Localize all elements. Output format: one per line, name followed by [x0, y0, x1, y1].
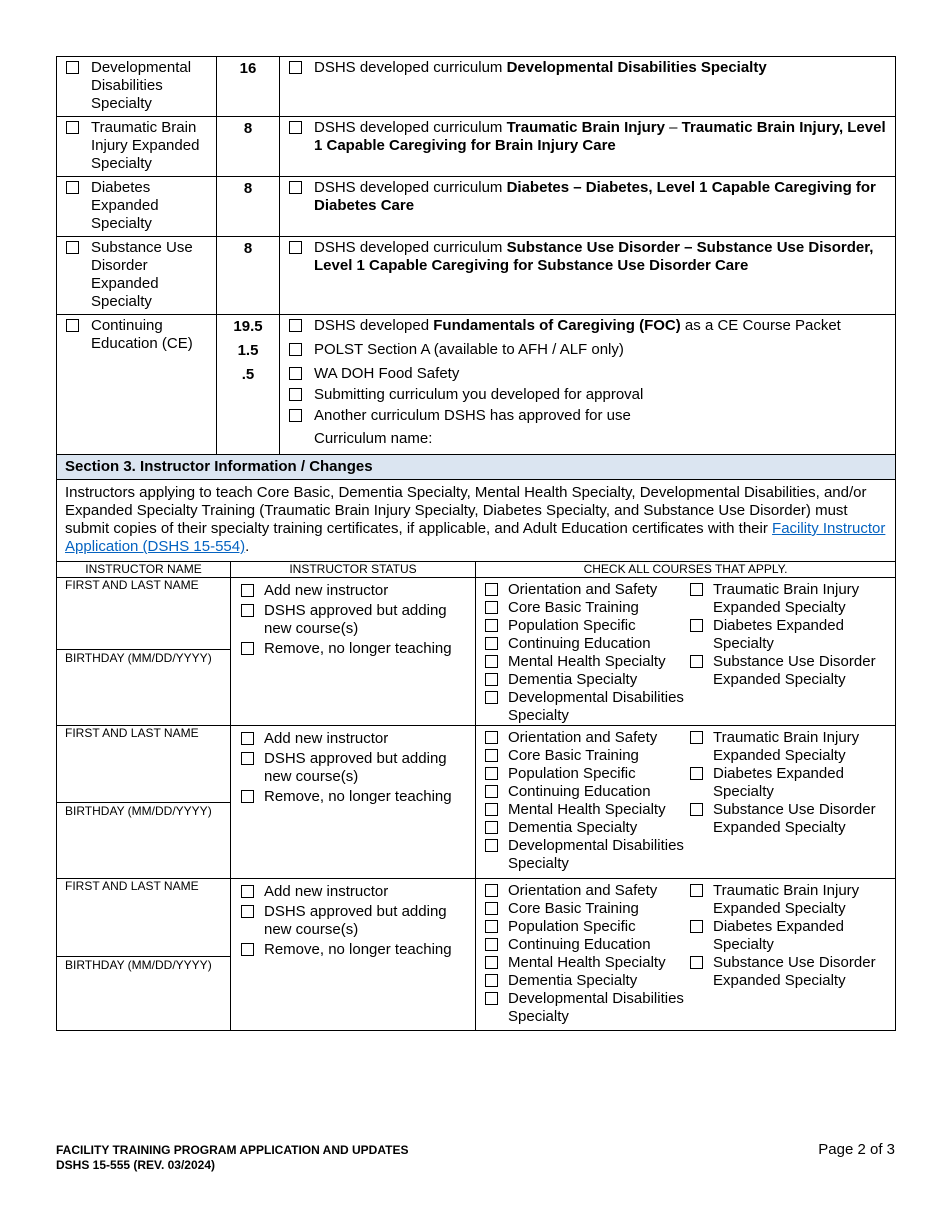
course-apply-checkbox[interactable]: [690, 619, 703, 632]
course-apply-checkbox[interactable]: [485, 731, 498, 744]
status-option: DSHS approved but adding new course(s): [264, 750, 447, 785]
course-apply-option: Dementia Specialty: [508, 972, 638, 989]
course-name-cell: [57, 177, 217, 237]
course-apply-option: Developmental Disabilities Specialty: [508, 837, 684, 872]
option-text-post: –: [664, 119, 682, 136]
instructor-name-cell: [57, 578, 231, 726]
curriculum-option: [289, 341, 887, 359]
course-apply-option: Diabetes Expanded Specialty: [713, 918, 844, 953]
instructor-name-cell: [57, 879, 231, 1031]
course-apply-checkbox[interactable]: [485, 601, 498, 614]
instructor-table: [56, 454, 896, 1031]
instructor-row: [57, 726, 896, 879]
col-header-courses: CHECK ALL COURSES THAT APPLY.: [476, 562, 896, 578]
option-bold-text: Traumatic Brain Injury: [506, 119, 665, 136]
status-checkbox[interactable]: [241, 642, 254, 655]
course-apply-option: Traumatic Brain Injury Expanded Specialty: [713, 729, 860, 764]
course-apply-option: Population Specific: [508, 918, 636, 935]
course-apply-checkbox[interactable]: [485, 691, 498, 704]
curriculum-option: [289, 386, 887, 404]
form-title: FACILITY TRAINING PROGRAM APPLICATION AND UPDATES: [56, 1143, 409, 1157]
course-checkbox[interactable]: [66, 181, 79, 194]
status-checkbox[interactable]: [241, 885, 254, 898]
status-checkbox[interactable]: [241, 752, 254, 765]
course-apply-checkbox[interactable]: [690, 803, 703, 816]
course-checkbox[interactable]: [66, 61, 79, 74]
course-apply-checkbox[interactable]: [485, 673, 498, 686]
option-text: Another curriculum DSHS has approved for use: [314, 407, 631, 424]
course-checkbox[interactable]: [66, 121, 79, 134]
course-hours: 8: [243, 180, 253, 197]
course-name: Continuing Education (CE): [91, 317, 193, 352]
course-apply-option: Core Basic Training: [508, 599, 639, 616]
status-checkbox[interactable]: [241, 943, 254, 956]
course-apply-checkbox[interactable]: [485, 839, 498, 852]
course-row: [57, 237, 896, 315]
curriculum-option: [289, 239, 887, 275]
status-option: Remove, no longer teaching: [264, 640, 452, 657]
course-checkbox[interactable]: [66, 319, 79, 332]
course-hours: 1.5: [237, 342, 259, 359]
instructor-status-cell: [231, 726, 476, 879]
instructor-row: [57, 879, 896, 1031]
course-name-cell: [57, 315, 217, 455]
course-apply-checkbox[interactable]: [485, 974, 498, 987]
course-row: [57, 57, 896, 117]
course-apply-option: Traumatic Brain Injury Expanded Specialty: [713, 882, 860, 917]
course-apply-option: Diabetes Expanded Specialty: [713, 765, 844, 800]
course-apply-option: Core Basic Training: [508, 900, 639, 917]
course-apply-option: Core Basic Training: [508, 747, 639, 764]
course-apply-checkbox[interactable]: [485, 902, 498, 915]
option-bold-text: Substance Use Disorder – Substance Use Disorder, Level 1 Capable Caregiving for Substance Use Disorder Care: [314, 239, 874, 274]
course-row: [57, 117, 896, 177]
birthday-field[interactable]: [57, 650, 230, 665]
first-last-name-label: FIRST AND LAST NAME: [65, 578, 199, 592]
course-apply-option: Population Specific: [508, 617, 636, 634]
course-name: Developmental Disabilities Specialty: [91, 59, 192, 112]
course-apply-option: Dementia Specialty: [508, 819, 638, 836]
instructor-courses-cell: [476, 578, 896, 726]
course-apply-option: Population Specific: [508, 765, 636, 782]
curriculum-name-label: Curriculum name:: [314, 430, 433, 447]
option-text: Submitting curriculum you developed for approval: [314, 386, 644, 403]
curriculum-option: [289, 179, 887, 215]
curriculum-checkbox[interactable]: [289, 121, 302, 134]
status-option: Add new instructor: [264, 582, 389, 599]
course-apply-option: Mental Health Specialty: [508, 801, 666, 818]
instructor-row: [57, 578, 896, 726]
birthday-label: BIRTHDAY (MM/DD/YYYY): [65, 804, 212, 818]
course-apply-option: Continuing Education: [508, 635, 651, 652]
option-text-post: as a CE Course Packet: [680, 317, 841, 334]
curriculum-checkbox[interactable]: [289, 367, 302, 380]
course-apply-option: Traumatic Brain Injury Expanded Specialty: [713, 581, 860, 616]
course-apply-option: Developmental Disabilities Specialty: [508, 689, 684, 724]
status-checkbox[interactable]: [241, 604, 254, 617]
curriculum-option: [289, 365, 887, 383]
course-hours: 16: [239, 60, 257, 77]
course-name: Diabetes Expanded Specialty: [91, 179, 159, 232]
curriculum-option: [289, 407, 887, 425]
curriculum-checkbox[interactable]: [289, 388, 302, 401]
course-apply-option: Substance Use Disorder Expanded Specialty: [713, 801, 876, 836]
course-apply-option: Continuing Education: [508, 936, 651, 953]
status-option: Add new instructor: [264, 883, 389, 900]
option-text: POLST Section A (available to AFH / ALF only): [314, 341, 624, 358]
status-option: DSHS approved but adding new course(s): [264, 602, 447, 637]
course-checkbox[interactable]: [66, 241, 79, 254]
course-apply-checkbox[interactable]: [690, 731, 703, 744]
option-text: DSHS developed curriculum: [314, 119, 507, 136]
course-apply-checkbox[interactable]: [485, 884, 498, 897]
course-hours-cell: [217, 237, 280, 315]
course-name: Traumatic Brain Injury Expanded Specialty: [91, 119, 200, 172]
course-apply-option: Substance Use Disorder Expanded Specialty: [713, 954, 876, 989]
course-hours: 8: [243, 240, 253, 257]
curriculum-options-cell: [280, 117, 896, 177]
curriculum-checkbox[interactable]: [289, 181, 302, 194]
course-apply-checkbox[interactable]: [485, 637, 498, 650]
option-text: DSHS developed curriculum: [314, 59, 507, 76]
course-apply-option: Orientation and Safety: [508, 581, 658, 598]
status-checkbox[interactable]: [241, 584, 254, 597]
course-apply-checkbox[interactable]: [485, 767, 498, 780]
course-apply-checkbox[interactable]: [485, 749, 498, 762]
course-apply-checkbox[interactable]: [485, 956, 498, 969]
course-apply-checkbox[interactable]: [485, 619, 498, 632]
course-apply-option: Substance Use Disorder Expanded Specialty: [713, 653, 876, 688]
course-hours-cell: [217, 117, 280, 177]
status-checkbox[interactable]: [241, 905, 254, 918]
curriculum-options-cell: [280, 57, 896, 117]
first-last-name-field[interactable]: [57, 879, 230, 957]
option-bold-text: Developmental Disabilities Specialty: [506, 59, 767, 76]
curriculum-option: [289, 119, 887, 155]
course-row: [57, 177, 896, 237]
course-apply-checkbox[interactable]: [485, 992, 498, 1005]
col-header-status: INSTRUCTOR STATUS: [231, 562, 476, 578]
course-row: [57, 315, 896, 455]
status-option: Remove, no longer teaching: [264, 788, 452, 805]
course-name: Substance Use Disorder Expanded Specialty: [91, 239, 193, 310]
course-name-cell: [57, 237, 217, 315]
course-apply-checkbox[interactable]: [485, 655, 498, 668]
course-apply-option: Continuing Education: [508, 783, 651, 800]
course-apply-checkbox[interactable]: [485, 920, 498, 933]
status-checkbox[interactable]: [241, 732, 254, 745]
option-bold-text: Diabetes – Diabetes, Level 1 Capable Caregiving for Diabetes Care: [314, 179, 876, 214]
curriculum-checkbox[interactable]: [289, 409, 302, 422]
curriculum-option: [289, 317, 887, 335]
form-number: DSHS 15-555 (REV. 03/2024): [56, 1158, 215, 1172]
instructor-name-cell: [57, 726, 231, 879]
course-apply-checkbox[interactable]: [485, 821, 498, 834]
courses-table: [56, 56, 896, 455]
option-text: WA DOH Food Safety: [314, 365, 460, 382]
first-last-name-field[interactable]: [57, 578, 230, 650]
course-apply-checkbox[interactable]: [485, 583, 498, 596]
facility-instructor-application-link[interactable]: Facility Instructor Application (DSHS 15-554): [65, 520, 886, 555]
curriculum-option: [289, 59, 887, 77]
course-apply-option: Mental Health Specialty: [508, 954, 666, 971]
birthday-label: BIRTHDAY (MM/DD/YYYY): [65, 651, 212, 665]
course-apply-checkbox[interactable]: [690, 884, 703, 897]
option-text: DSHS developed curriculum: [314, 239, 507, 256]
curriculum-options-cell: [280, 315, 896, 455]
course-hours-cell: [217, 177, 280, 237]
option-text: DSHS developed: [314, 317, 434, 334]
form-page: [56, 56, 895, 1031]
course-apply-checkbox[interactable]: [690, 655, 703, 668]
course-apply-checkbox[interactable]: [485, 938, 498, 951]
instructor-status-cell: [231, 578, 476, 726]
birthday-field[interactable]: [57, 803, 230, 818]
course-hours-cell: [217, 315, 280, 455]
option-text: DSHS developed curriculum: [314, 179, 507, 196]
course-apply-checkbox[interactable]: [690, 583, 703, 596]
course-apply-checkbox[interactable]: [690, 956, 703, 969]
status-checkbox[interactable]: [241, 790, 254, 803]
course-apply-option: Mental Health Specialty: [508, 653, 666, 670]
col-header-name: INSTRUCTOR NAME: [57, 562, 231, 578]
first-last-name-field[interactable]: [57, 726, 230, 803]
section3-instructions: Instructors applying to teach Core Basic, Dementia Specialty, Mental Health Specialty, Developmental Disabilities, and/or Expanded Specialty Training (Traumatic Brain Injury Specialty, Diabetes Specialty, and Substance Use Disorder) must submit copies of their specialty training certificates, if applicable, and Adult Education certificates with their Facility Instructor Application (DSHS 15-554).: [57, 480, 896, 562]
course-name-cell: [57, 117, 217, 177]
birthday-field[interactable]: [57, 957, 230, 972]
course-apply-option: Developmental Disabilities Specialty: [508, 990, 684, 1025]
curriculum-checkbox[interactable]: [289, 343, 302, 356]
course-hours: 19.5: [233, 318, 263, 335]
instructor-courses-cell: [476, 726, 896, 879]
instructor-status-cell: [231, 879, 476, 1031]
curriculum-checkbox[interactable]: [289, 61, 302, 74]
course-apply-option: Dementia Specialty: [508, 671, 638, 688]
curriculum-checkbox[interactable]: [289, 319, 302, 332]
course-apply-checkbox[interactable]: [690, 920, 703, 933]
status-option: DSHS approved but adding new course(s): [264, 903, 447, 938]
course-name-cell: [57, 57, 217, 117]
section3-title: Section 3. Instructor Information / Changes: [57, 455, 896, 480]
birthday-label: BIRTHDAY (MM/DD/YYYY): [65, 958, 212, 972]
curriculum-checkbox[interactable]: [289, 241, 302, 254]
status-option: Remove, no longer teaching: [264, 941, 452, 958]
course-hours: 8: [243, 120, 253, 137]
first-last-name-label: FIRST AND LAST NAME: [65, 879, 199, 893]
page-footer: [56, 1143, 895, 1173]
instructor-courses-cell: [476, 879, 896, 1031]
option-bold-text: Fundamentals of Caregiving (FOC): [433, 317, 681, 334]
page-number: Page 2 of 3: [818, 1141, 895, 1158]
course-apply-checkbox[interactable]: [485, 785, 498, 798]
course-apply-checkbox[interactable]: [485, 803, 498, 816]
course-apply-option: Orientation and Safety: [508, 729, 658, 746]
status-option: Add new instructor: [264, 730, 389, 747]
curriculum-options-cell: [280, 177, 896, 237]
course-apply-option: Orientation and Safety: [508, 882, 658, 899]
course-apply-checkbox[interactable]: [690, 767, 703, 780]
curriculum-options-cell: [280, 237, 896, 315]
course-apply-option: Diabetes Expanded Specialty: [713, 617, 844, 652]
first-last-name-label: FIRST AND LAST NAME: [65, 726, 199, 740]
option-bold-text-2: Traumatic Brain Injury, Level 1 Capable Caregiving for Brain Injury Care: [314, 119, 886, 154]
course-hours: .5: [241, 366, 255, 383]
course-hours-cell: [217, 57, 280, 117]
